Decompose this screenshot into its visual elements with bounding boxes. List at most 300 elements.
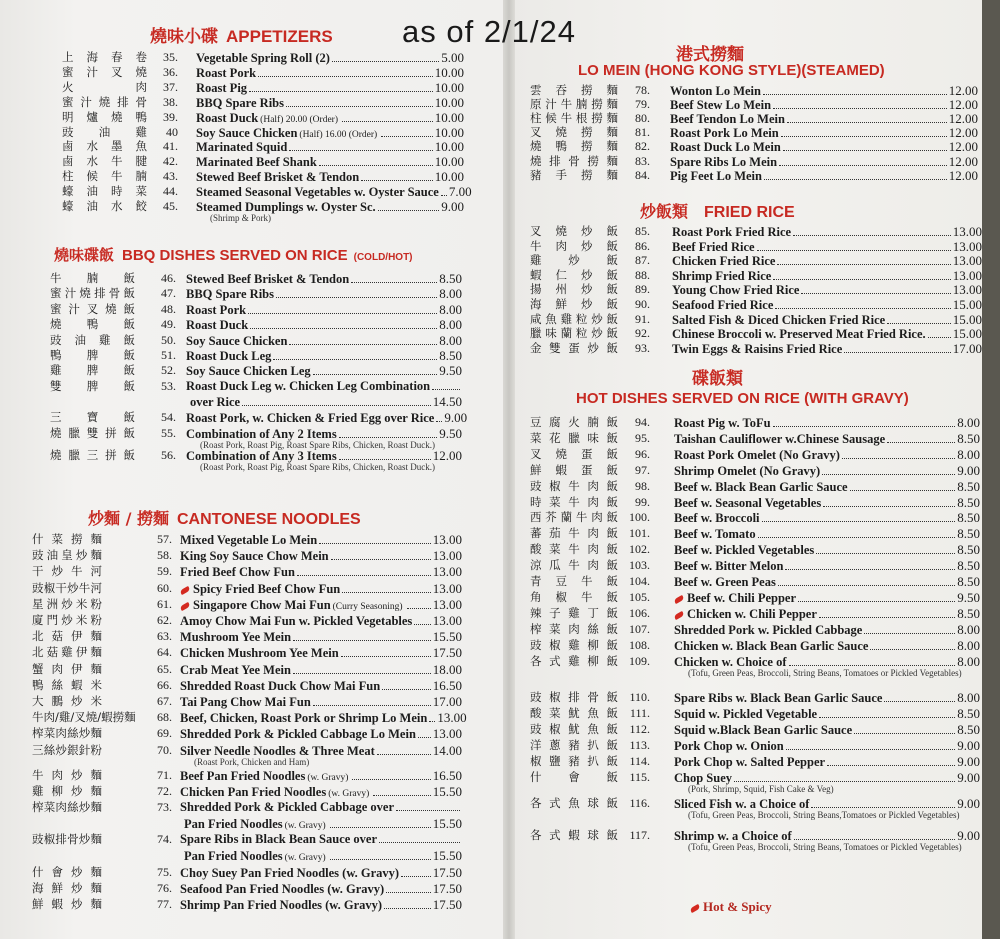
item-name-line [186,302,462,318]
item-price: 8.50 [957,494,980,510]
item-chinese-name: 蠔油時菜 [62,184,147,199]
item-name-line [180,710,467,726]
item-number: 79. [635,97,650,112]
item-name: Mushroom Yee Mein [180,630,292,645]
menu-item [32,548,462,563]
leader-dots [887,442,955,443]
item-price: 13.00 [432,613,462,628]
menu-item [530,722,980,737]
menu-item [530,463,980,478]
menu-item [32,678,462,693]
item-name-line [196,95,464,111]
item-price: 8.00 [957,415,980,430]
item-name-line [180,897,462,913]
chili-pepper-icon [673,611,684,620]
item-chinese-name: 什會炒麵 [32,864,102,879]
item-name-line [674,722,980,738]
item-name: Vegetable Spring Roll (2) [196,51,330,65]
menu-item [530,111,978,126]
item-price: 17.00 [952,340,982,356]
item-chinese-name: 蕃茄牛肉飯 [530,526,618,541]
lomein-header-zh: 港式撈麵 [676,45,744,65]
item-chinese-name: 火 肉 [62,79,147,94]
item-name-line [180,548,462,564]
item-chinese-name: 雞柳炒麵 [32,784,102,798]
hot-header-zh: 碟飯類 [692,369,743,389]
item-description: (Roast Pork, Roast Pig, Roast Spare Ribs, Chicken, Roast Duck.) [200,462,435,472]
leader-dots [313,374,438,375]
menu-item [530,125,978,140]
leader-dots [785,569,955,570]
item-price: 17.00 [432,694,462,709]
item-name: Chicken Mushroom Yee Mein [180,646,339,661]
leader-dots [414,624,430,625]
leader-dots [429,721,435,722]
item-name: Tai Pang Chow Mai Fun [180,695,311,709]
item-name: Shredded Pork & Pickled Cabbage Lo Mein [180,727,416,742]
item-name: Pig Feet Lo Mein [670,168,762,183]
item-chinese-name: 時菜牛肉飯 [530,494,618,509]
leader-dots [332,61,439,62]
item-price: 12.00 [948,139,978,155]
item-price: 16.50 [432,677,462,693]
menu-item [530,282,982,297]
leader-dots [884,701,955,702]
item-chinese-name: 椒鹽豬扒飯 [530,754,618,768]
leader-dots [789,665,956,666]
item-name: BBQ Spare Ribs [196,95,284,110]
item-price: 10.00 [434,124,464,140]
leader-dots [801,293,950,294]
leader-dots [441,195,447,196]
item-name: Shredded Pork & Pickled Cabbage over [180,800,395,815]
item-name: Twin Eggs & Raisins Fried Rice [672,341,843,356]
item-chinese-name: 雙脾飯 [50,378,135,393]
friedrice-header: 炒飯類 FRIED RICE [640,202,795,221]
item-name-continued: over Rice [190,395,241,410]
item-note: (w. Gravy) [284,820,326,831]
item-number: 73. [157,800,172,815]
item-number: 35. [163,50,178,64]
menu-item [530,510,980,525]
item-name-line [674,542,980,558]
item-name: Beef Stew Lo Mein [670,98,772,113]
item-name-line [180,629,462,645]
item-name-line [196,154,464,170]
menu-item [32,726,462,741]
leader-dots [762,521,956,522]
item-number: 106. [629,605,650,620]
leader-dots [757,250,951,251]
menu-item [530,606,980,621]
item-chinese-name: 豆腐火腩飯 [530,415,618,429]
item-price: 16.50 [432,767,462,783]
item-price: 8.50 [957,542,980,558]
menu-item [530,431,980,446]
menu-item [530,415,980,430]
item-price: 13.00 [437,710,467,726]
item-name: Stewed Beef Brisket & Tendon [186,272,350,286]
item-number: 77. [157,897,172,911]
leader-dots [887,323,951,324]
item-name: Pork Chop w. Onion [674,739,784,754]
leader-dots [341,656,431,657]
item-name: Beef w. Chili Pepper [687,590,797,605]
item-name: Beef w. Broccoli [674,511,760,526]
item-price: 13.00 [432,564,462,580]
item-name: Beef w. Green Peas [674,575,776,589]
item-description: (Tofu, Green Peas, Broccoli, String Beans, Tomatoes or Pickled Vegetables) [688,841,962,852]
leader-dots [854,733,955,734]
item-chinese-name: 榨菜肉絲炒麵 [32,800,102,815]
menu-item [530,574,980,589]
item-name: Marinated Beef Shank [196,155,317,170]
menu-item [32,710,467,726]
menu-item [62,65,464,80]
leader-dots [330,859,431,860]
item-price: 9.00 [957,754,980,769]
item-description: (Shrimp & Pork) [210,213,272,223]
item-number: 100. [629,510,650,525]
item-price: 10.00 [434,94,464,110]
item-price: 7.00 [448,184,472,200]
item-number: 81. [635,125,650,140]
menu-item [530,495,980,510]
leader-dots [764,179,947,180]
menu-item [530,341,982,356]
item-name: Roast Pork Lo Mein [670,126,779,141]
leader-dots [798,601,955,602]
leader-dots [242,405,431,406]
leader-dots [352,779,430,780]
item-number: 39. [163,109,178,124]
item-name: Shrimp Pan Fried Noodles (w. Gravy) [180,898,383,912]
menu-item [50,448,462,472]
item-name: Roast Pork [186,302,247,317]
menu-item [530,97,978,112]
item-name: Marinated Squid [196,140,288,155]
leader-dots [401,876,431,877]
item-name-line [190,394,462,410]
menu-item [530,558,980,573]
item-name-line [180,645,462,661]
item-price: 10.00 [434,154,464,170]
item-number: 115. [629,769,650,784]
item-price: 8.50 [957,430,980,446]
item-number: 54. [161,410,176,425]
item-name: Shrimp Fried Rice [672,268,772,283]
item-price: 13.00 [432,532,462,547]
item-chinese-name: 上海春卷 [62,50,147,64]
item-chinese-name: 蜜汁叉燒 [62,64,147,79]
item-chinese-name: 海鮮炒飯 [530,297,618,311]
item-price: 8.50 [439,348,462,363]
leader-dots [819,617,955,618]
item-price: 13.00 [952,253,982,269]
item-price: 12.00 [948,111,978,127]
item-name: Combination of Any 3 Items [186,449,337,463]
item-price: 14.50 [432,394,462,410]
item-number: 36. [163,64,178,79]
item-chinese-name: 涼瓜牛肉飯 [530,558,618,573]
menu-item [32,645,462,660]
item-chinese-name: 叉燒蛋飯 [530,446,618,461]
item-name-line [186,317,462,333]
item-chinese-name: 鮮蝦蛋飯 [530,462,618,477]
menu-item [32,865,462,880]
item-price: 9.50 [439,363,462,379]
menu-fold [503,0,515,939]
leader-dots [928,337,951,338]
item-name-line [674,754,980,770]
item-chinese-name: 豉油皇炒麵 [32,548,102,563]
item-name: Fried Beef Chow Fun [180,565,295,580]
item-name: Chicken w. Chili Pepper [687,606,817,621]
item-name: Roast Pork Fried Rice [672,225,792,239]
item-name: Beef Pan Fried Noodles [180,768,306,783]
item-chinese-name: 青豆牛飯 [530,574,618,588]
item-name: Chicken w. Black Bean Garlic Sauce [674,638,869,653]
item-chinese-name: 豉椒排骨炒麵 [32,832,102,847]
menu-item [530,312,982,327]
item-number: 86. [635,238,650,253]
item-name: Soy Sauce Chicken [196,125,298,140]
item-name-line [674,415,980,431]
item-number: 98. [635,478,650,493]
menu-item [530,769,980,794]
item-chinese-name: 蝦仁炒飯 [530,267,618,282]
menu-item [62,80,464,95]
item-name: Shredded Roast Duck Chow Mai Fun [180,678,381,693]
item-chinese-name: 大鵬炒米 [32,694,102,708]
item-name: Roast Duck Leg w. Chicken Leg Combination [186,378,431,393]
leader-dots [377,754,431,755]
menu-item [530,239,982,254]
item-number: 62. [157,613,172,627]
item-price: 9.50 [957,589,980,605]
item-chinese-name: 牛腩飯 [50,271,135,285]
leader-dots [339,459,431,460]
leader-dots [276,297,437,298]
item-name-line [674,738,980,754]
item-number: 61. [157,596,172,611]
item-number: 104. [629,574,650,588]
item-name-line [674,558,980,574]
item-name: Steamed Dumplings w. Oyster Sc. [196,200,376,214]
item-number: 67. [157,694,172,708]
menu-item [530,738,980,753]
item-name-line [672,312,982,328]
item-chinese-name: 豉椒魷魚飯 [530,722,618,737]
leader-dots [342,592,431,593]
item-name-line [180,581,462,597]
item-name-continued: Pan Fried Noodles [184,848,283,863]
item-name: Beef w. Seasonal Vegetables [674,495,822,510]
item-name: Roast Duck Lo Mein [670,140,781,155]
item-chinese-name: 明爐燒鴨 [62,109,147,124]
item-chinese-name: 干炒牛河 [32,564,102,579]
item-price: 15.50 [432,629,462,645]
item-name-line [180,726,462,742]
item-chinese-name: 西芥蘭牛肉飯 [530,510,618,525]
leader-dots [331,559,431,560]
item-chinese-name: 鮮蝦炒麵 [32,897,102,911]
item-price: 13.00 [952,282,982,298]
item-number: 47. [161,286,176,301]
leader-dots [293,640,431,641]
as-of-date: as of 2/1/24 [402,14,577,49]
item-chinese-name: 什菜撈麵 [32,532,102,546]
item-number: 108. [629,637,650,652]
item-chinese-name: 北菇雞伊麵 [32,645,102,660]
item-name-line [674,706,980,722]
item-name: Squid w.Black Bean Garlic Sauce [674,723,853,738]
item-number: 43. [163,169,178,184]
leader-dots [777,264,950,265]
menu-item [50,363,462,378]
item-number: 59. [157,564,172,579]
item-name: Young Chow Fried Rice [672,283,800,298]
chili-pepper-icon [179,585,190,594]
item-chinese-name: 叉燒撈麵 [530,125,618,140]
item-chinese-name: 鹵水牛腱 [62,154,147,169]
item-name-line [196,169,464,185]
item-number: 96. [635,446,650,461]
leader-dots [758,537,956,538]
item-chinese-name: 雞炒飯 [530,253,618,268]
item-name-line [674,622,980,638]
item-number: 103. [629,558,650,573]
item-number: 105. [629,589,650,604]
item-price: 8.50 [439,271,462,286]
item-number: 112. [629,722,650,737]
item-number: 110. [629,690,650,705]
lomein-header: LO MEIN (HONG KONG STYLE)(STEAMED) [578,62,885,79]
item-number: 57. [157,532,172,546]
hot-spicy-legend: Hot & Spicy [690,899,772,915]
item-chinese-name: 燒臘三拼飯 [50,448,135,462]
item-price: 8.50 [957,478,980,494]
noodles-header: 炒麵 / 撈麵 CANTONESE NOODLES [88,509,361,528]
leader-dots [351,282,437,283]
item-name: Chicken w. Choice of [674,654,787,669]
item-name: Beef Fried Rice [672,239,755,254]
item-chinese-name: 燒鴨飯 [50,317,135,332]
item-number: 51. [161,348,176,362]
item-chinese-name: 牛肉/雞/叉燒/蝦撈麵 [32,710,136,725]
item-number: 92. [635,326,650,341]
item-chinese-name: 海鮮炒麵 [32,880,102,895]
item-name-line [180,881,462,897]
item-number: 107. [629,621,650,636]
menu-item [50,317,462,332]
menu-item [530,542,980,557]
menu-item [530,326,982,341]
leader-dots [289,344,437,345]
item-name: Roast Pig [196,80,248,95]
item-number: 87. [635,253,650,268]
item-name-line [186,271,462,287]
item-price: 17.50 [432,897,462,912]
item-chinese-name: 蜜汁燒排骨飯 [50,286,135,301]
item-number: 68. [157,710,172,725]
item-name-line [186,379,462,394]
item-price: 10.00 [434,64,464,80]
item-name: BBQ Spare Ribs [186,287,274,302]
menu-item [32,613,462,628]
item-chinese-name: 鴨絲蝦米 [32,677,102,692]
leader-dots [793,235,951,236]
item-name: Pork Chop w. Salted Pepper [674,755,826,769]
item-name-line [184,816,462,834]
leader-dots [816,553,955,554]
leader-dots [775,308,950,309]
item-name: Beef, Chicken, Roast Pork or Shrimp Lo Mein [180,711,428,726]
background-edge [982,0,1000,939]
item-number: 74. [157,832,172,847]
item-number: 71. [157,767,172,782]
menu-item [50,271,462,286]
chili-pepper-icon [689,903,700,912]
item-price: 8.50 [957,574,980,589]
item-number: 58. [157,548,172,563]
item-price: 8.50 [957,706,980,722]
leader-dots [379,842,460,843]
item-number: 91. [635,311,650,326]
menu-item [530,447,980,462]
item-price: 8.50 [957,605,980,621]
appetizers-header: 燒味小碟 APPETIZERS [150,27,333,47]
item-name: Wonton Lo Mein [670,84,761,98]
item-chinese-name: 角椒牛飯 [530,589,618,604]
leader-dots [778,585,955,586]
item-chinese-name: 星洲炒米粉 [32,596,102,611]
leader-dots [313,705,431,706]
item-name-line [672,268,982,284]
menu-item [32,581,462,596]
menu-item [32,768,462,783]
item-number: 49. [161,317,176,332]
item-name: Amoy Chow Mai Fun w. Pickled Vegetables [180,614,413,628]
item-name-line [672,253,982,269]
leader-dots [773,279,950,280]
bbq-header: 燒味碟飯 BBQ DISHES SERVED ON RICE (COLD/HOT) [54,246,413,264]
item-name-line [670,168,978,184]
item-chinese-name: 豉椒干炒牛河 [32,580,102,595]
item-number: 40 [166,124,178,139]
leader-dots [822,474,955,475]
item-price: 13.00 [952,224,982,239]
item-description: (Roast Pork, Chicken and Ham) [194,756,310,767]
item-chinese-name: 洋蔥豬扒飯 [530,738,618,753]
item-number: 109. [629,653,650,668]
item-chinese-name: 鹵水墨魚 [62,139,147,154]
leader-dots [787,122,947,123]
item-number: 53. [161,378,176,393]
hot-header: HOT DISHES SERVED ON RICE (WITH GRAVY) [576,390,909,407]
leader-dots [418,737,431,738]
item-chinese-name: 豉椒牛肉飯 [530,478,618,493]
leader-dots [850,490,956,491]
menu-item [530,479,980,494]
item-name-line [672,224,982,240]
leader-dots [827,765,955,766]
leader-dots [342,121,433,122]
item-name: Shrimp Omelet (No Gravy) [674,463,821,478]
item-name-line [672,282,982,298]
menu-item [62,154,464,169]
item-chinese-name: 柱候牛腩 [62,169,147,184]
